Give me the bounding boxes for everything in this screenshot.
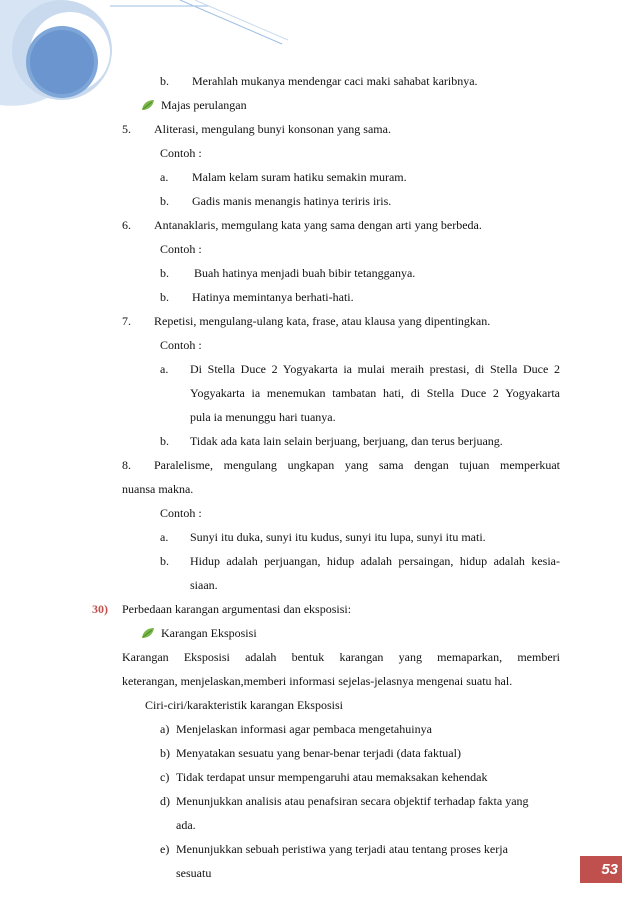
list-item-continuation: Yogyakarta ia menemukan tambatan hati, di Stella Duce 2 Yogyakarta <box>190 386 560 400</box>
list-item-continuation: nuansa makna. <box>122 482 194 496</box>
list-item-continuation: pula ia menunggu hari tuanya. <box>190 410 336 424</box>
list-item: b. Tidak ada kata lain selain berjuang, berjuang, dan terus berjuang. <box>160 434 503 448</box>
bullet-heading: Majas perulangan <box>141 97 247 113</box>
list-item: b) Menyatakan sesuatu yang benar-benar terjadi (data faktual) <box>160 746 461 760</box>
example-label: Contoh : <box>160 506 202 520</box>
example-label: Contoh : <box>160 338 202 352</box>
list-item: a. Sunyi itu duka, sunyi itu kudus, sunyi itu lupa, sunyi itu mati. <box>160 530 486 544</box>
list-item: d) Menunjukkan analisis atau penafsiran secara objektif terhadap fakta yang <box>160 794 529 808</box>
list-item: e) Menunjukkan sebuah peristiwa yang terjadi atau tentang proses kerja <box>160 842 508 856</box>
list-item: a) Menjelaskan informasi agar pembaca mengetahuinya <box>160 722 432 736</box>
list-item: b. Merahlah mukanya mendengar caci maki sahabat karibnya. <box>160 74 478 88</box>
section-heading: 30) Perbedaan karangan argumentasi dan eksposisi: <box>92 602 352 616</box>
list-item: b. Gadis manis menangis hatinya teriris iris. <box>160 194 392 208</box>
list-item-continuation: siaan. <box>190 578 218 592</box>
list-item: 6. Antanaklaris, memgulang kata yang sama dengan arti yang berbeda. <box>122 218 482 232</box>
list-item-continuation: sesuatu <box>176 866 212 880</box>
list-item: a. Malam kelam suram hatiku semakin muram. <box>160 170 407 184</box>
bullet-heading: Karangan Eksposisi <box>141 625 257 641</box>
list-item: a. Di Stella Duce 2 Yogyakarta ia mulai meraih prestasi, di Stella Duce 2 <box>160 362 560 376</box>
list-item: b. Hidup adalah perjuangan, hidup adalah persaingan, hidup adalah kesia- <box>160 554 560 568</box>
list-item: 7. Repetisi, mengulang-ulang kata, frase, atau klausa yang dipentingkan. <box>122 314 491 328</box>
paragraph-line: keterangan, menjelaskan,memberi informasi sejelas-jelasnya mengenai suatu hal. <box>122 674 513 688</box>
list-item: 5. Aliterasi, mengulang bunyi konsonan yang sama. <box>122 122 391 136</box>
list-item: c) Tidak terdapat unsur mempengaruhi atau memaksakan kehendak <box>160 770 488 784</box>
green-leaf-bullet-icon <box>141 627 155 639</box>
green-leaf-bullet-icon <box>141 99 155 111</box>
example-label: Contoh : <box>160 242 202 256</box>
list-item: 8. Paralelisme, mengulang ungkapan yang sama dengan tujuan memperkuat <box>122 458 560 472</box>
corner-decoration <box>0 0 300 110</box>
paragraph-line: Karangan Eksposisi adalah bentuk karangan yang memaparkan, memberi <box>122 650 560 664</box>
list-item: b. Hatinya memintanya berhati-hati. <box>160 290 354 304</box>
subheading: Ciri-ciri/karakteristik karangan Eksposisi <box>145 698 343 712</box>
page-number: 53 <box>580 856 622 883</box>
example-label: Contoh : <box>160 146 202 160</box>
list-item: b. Buah hatinya menjadi buah bibir tetangganya. <box>160 266 416 280</box>
list-item-continuation: ada. <box>176 818 196 832</box>
